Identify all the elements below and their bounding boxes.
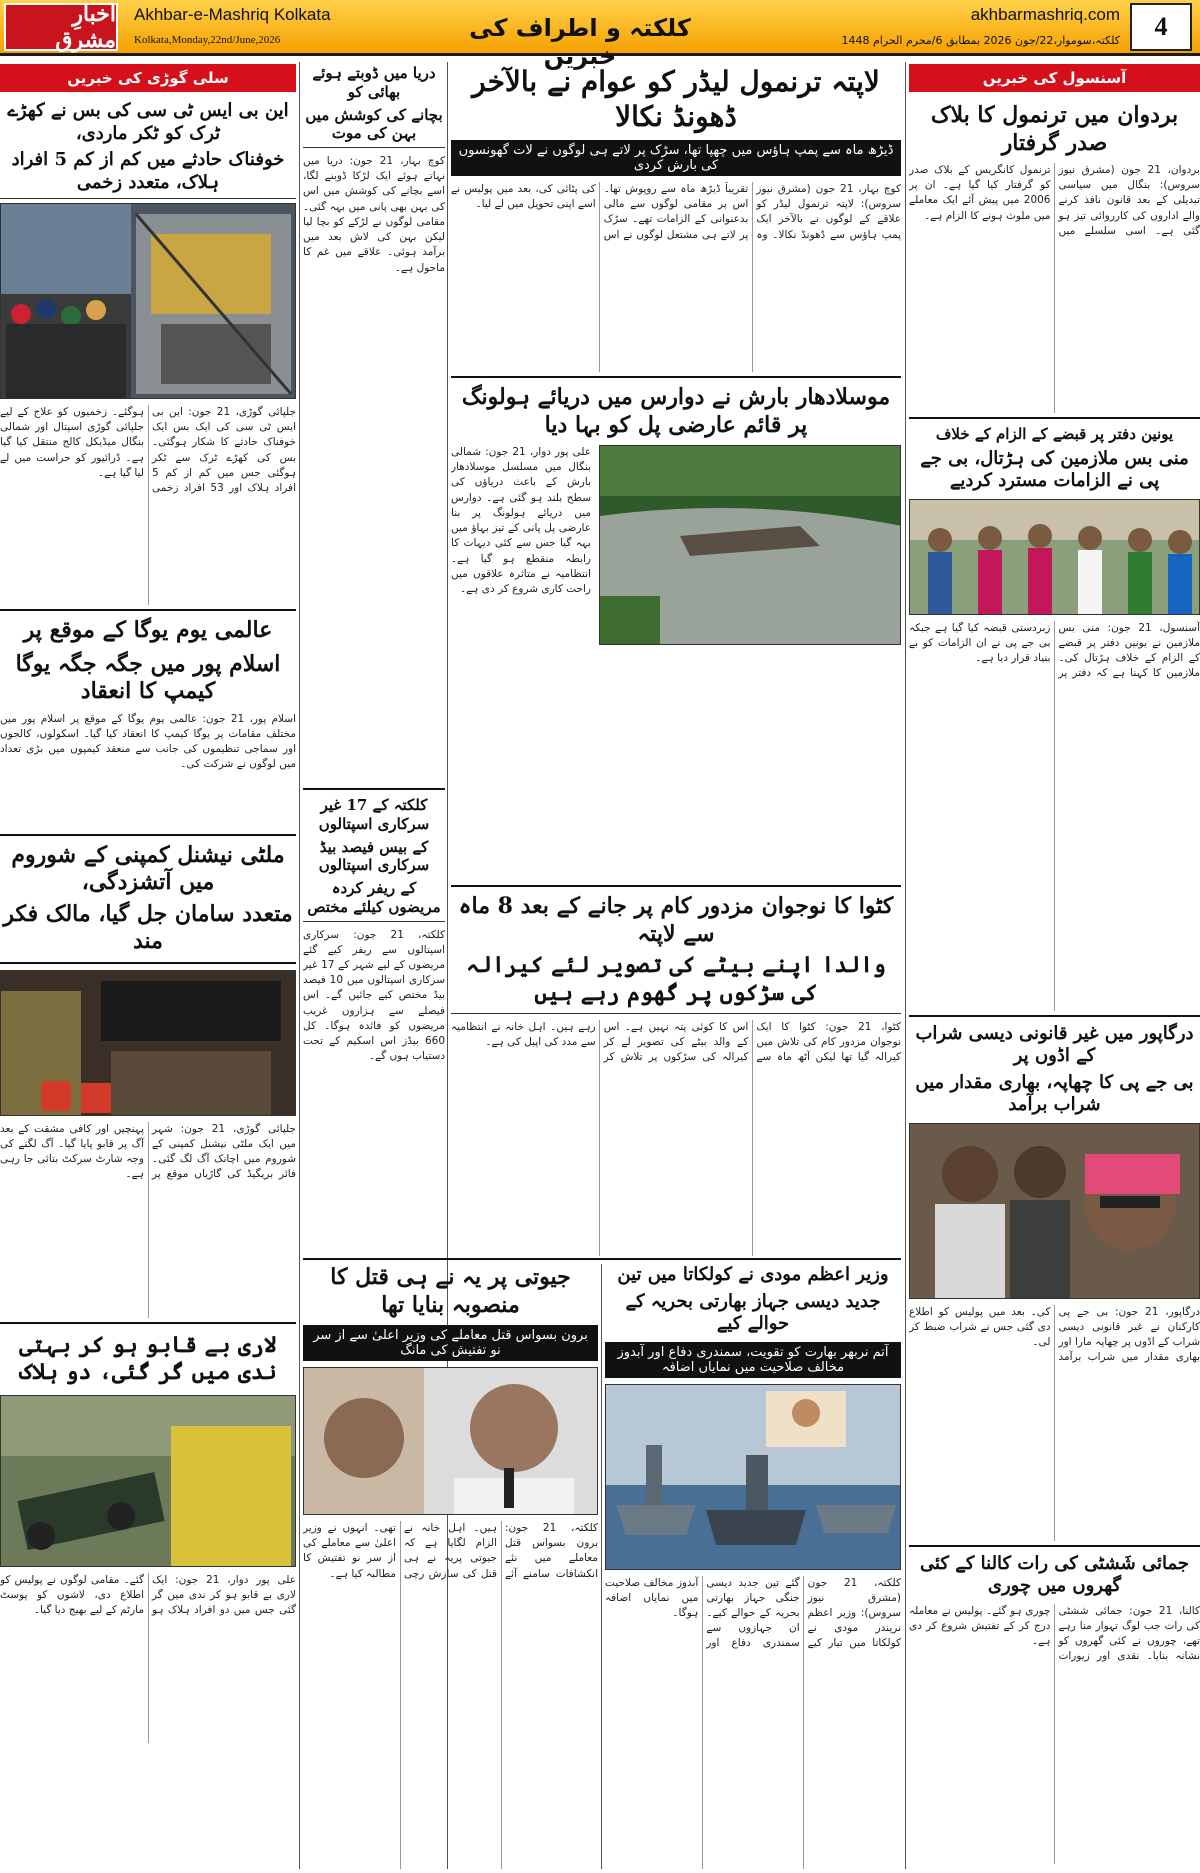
article-body-continued bbox=[451, 651, 901, 881]
headline: وزیر اعظم مودی نے کولکاتا میں تین bbox=[617, 1264, 889, 1285]
page-number: 4 bbox=[1130, 3, 1192, 51]
article-missing-tmc-leader bbox=[451, 64, 901, 372]
headline: جدید دیسی جہاز بھارتی بحریہ کے حوالے کیے bbox=[625, 1290, 881, 1334]
article-showroom-fire bbox=[0, 842, 296, 1318]
center-column bbox=[451, 64, 901, 1256]
politicians-photo bbox=[303, 1367, 598, 1515]
article-body: کلکتہ، 21 جون: سرکاری اسپتالوں سے ریفر کیے گئے مریضوں کے لیے شہر کے 17 غیر سرکاری اسپتالوں میں 10 فیصد بیڈ مختص کیے جائیں گے۔ اس فیصلے سے ہزاروں غریب مریضوں کو فائدہ ہوگا۔ کل 660 بیڈز اس اسکیم کے تحت دستیاب ہوں گے۔ bbox=[303, 928, 445, 1063]
article-body: درگاپور، 21 جون: بی جے پی کارکنان نے غیر قانونی دیسی شراب کے اڈوں پر چھاپہ مارا اور بھاری مقدار میں شراب برآمد کی۔ بعد میں پولیس کو اطلاع دی گئی جس نے شراب ضبط کر لی۔ bbox=[909, 1305, 1200, 1364]
sub-headline: کے ریفر کردہ مریضوں کیلئے مختص bbox=[303, 879, 445, 922]
left-column bbox=[0, 64, 296, 1869]
article-body: بردوان، 21 جون (مشرق نیوز سروس): بنگال میں سیاسی تبدیلی کے بعد قانون نافذ کرنے والے اداروں کی کارروائی تیز ہو گئی ہے۔ اسی سلسلے میں ترنمول کانگریس کے بلاک صدر کو گرفتار کیا گیا ہے۔ ان پر 2006 میں پیش آئے ایک معاملے میں ملوث ہونے کا الزام ہے۔ bbox=[909, 164, 1200, 237]
liquor-raid-photo bbox=[909, 1123, 1200, 1299]
newspaper-name: Akhbar-e-Mashriq Kolkata bbox=[134, 5, 331, 24]
headline: یونین دفتر پر قبضے کے الزام کے خلاف bbox=[935, 425, 1174, 443]
flood-river-photo bbox=[599, 445, 901, 645]
article-body: اسلام پور، 21 جون: عالمی یوم یوگا کے موقع پر اسلام پور میں مختلف مقامات پر یوگا کیمپ کا انعقاد کیا گیا۔ اسکولوں، کالجوں اور سماجی تنظیموں کی جانب سے منعقد کیمپوں میں بڑی تعداد میں لوگوں نے شرکت کی۔ bbox=[0, 712, 296, 771]
urdu-date: کلکتہ،سوموار،22/جون 2026 بمطابق 6/محرم الحرام 1448 bbox=[841, 34, 1120, 47]
kicker: برون بسواس قتل معاملے کی وزیر اعلیٰ سے از سر نو تفتیش کی مانگ bbox=[303, 1325, 598, 1361]
headline: کے بیس فیصد بیڈ سرکاری اسپتالوں bbox=[318, 837, 430, 875]
article-body: کٹوا، 21 جون: کٹوا کا ایک نوجوان مزدور کام کی تلاش میں کیرالہ گیا تھا لیکن آٹھ ماہ سے اس کا کوئی پتہ نہیں ہے۔ اس کے والد بیٹے کی تصویر لے کر کیرالہ کی سڑکوں پر تلاش کر رہے ہیں۔ اہل خانہ نے انتظامیہ سے مدد کی اپیل کی ہے۔ bbox=[451, 1021, 901, 1064]
headline: عالمی یوم یوگا کے موقع پر bbox=[23, 617, 273, 643]
section-bar-asansol: آسنسول کی خبریں bbox=[909, 64, 1200, 92]
minibus-protest-photo bbox=[909, 499, 1200, 615]
article-jyotipriya bbox=[303, 1264, 598, 1869]
masthead bbox=[0, 0, 1200, 70]
headline: اسلام پور میں جگہ جگہ یوگا کیمپ کا انعقاد bbox=[15, 650, 281, 704]
headline: بردوان میں ترنمول کا بلاک صدر گرفتار bbox=[930, 102, 1179, 156]
sub-headline: بی جے پی کا چھاپہ، بھاری مقدار میں شراب برآمد bbox=[915, 1071, 1194, 1116]
article-kalna-theft bbox=[909, 1553, 1200, 1864]
headline: جیوتی پر یہ نے ہی قتل کا منصوبہ بنایا تھا bbox=[330, 1264, 571, 1318]
kicker: آتم نربھر بھارت کو تقویت، سمندری دفاع اور آبدوز مخالف صلاحیت میں نمایاں اضافہ bbox=[605, 1342, 901, 1378]
article-missing-worker bbox=[451, 893, 901, 1256]
lorry-river-photo bbox=[0, 1395, 296, 1567]
article-river-drowning bbox=[303, 64, 445, 784]
headline: این بی ایس ٹی سی کی بس نے کھڑے ٹرک کو ٹکر ماردی، bbox=[7, 100, 289, 144]
lead-headline: لاپتہ ترنمول لیڈر کو عوام نے بالآخر ڈھونڈ نکالا bbox=[472, 65, 880, 133]
newspaper-logo: اخبارِ مشرق bbox=[4, 3, 118, 51]
column-divider bbox=[905, 62, 906, 1869]
headline: کلکتہ کے 17 غیر سرکاری اسپتالوں bbox=[318, 796, 430, 833]
headline: درگاپور میں غیر قانونی دیسی شراب کے اڈوں پر bbox=[915, 1022, 1194, 1067]
article-body: جلپائی گوڑی، 21 جون: این بی ایس ٹی سی کی ایک بس ایک خوفناک حادثے کا شکار ہوگئی۔ بس کی کھڑے ٹرک سے ٹکر ہوگئی جس میں کم از کم 5 افراد ہلاک اور 53 افراد زخمی ہوگئے۔ زخمیوں کو علاج کے لیے جلپائی گوڑی اسپتال اور شمالی بنگال میڈیکل کالج منتقل کیا گیا ہے۔ ڈرائیور کو حراست میں لے لیا گیا ہے۔ bbox=[0, 406, 296, 495]
headline: لاری بے قابو ہو کر بہتی ندی میں گر گئی، دو ہلاک bbox=[19, 1331, 277, 1385]
sub-headline: والدا اپنے بیٹے کی تصویر لئے کیرالہ کی سڑکوں پر گھوم رہے ہیں bbox=[451, 952, 901, 1014]
second-column bbox=[303, 64, 445, 1254]
article-yoga-camp bbox=[0, 617, 296, 830]
navy-ships-photo bbox=[605, 1384, 901, 1570]
article-navy-ships bbox=[605, 1264, 901, 1869]
section-bar-siliguri: سلی گوڑی کی خبریں bbox=[0, 64, 296, 92]
article-durgapur-liquor-raid bbox=[909, 1023, 1200, 1541]
headline: جمائی شَشٹی کی رات کالنا کے کئی گھروں میں چوری bbox=[920, 1552, 1189, 1597]
bus-accident-photo bbox=[0, 203, 296, 399]
page-section-title: کلکتہ و اطراف کی خبریں bbox=[469, 14, 691, 70]
sub-headline: منی بس ملازمین کی ہڑتال، بی جے پی نے الزامات مسترد کردیے bbox=[920, 447, 1189, 492]
article-private-hospital-beds bbox=[303, 796, 445, 1254]
website-url[interactable]: akhbarmashriq.com bbox=[970, 5, 1120, 24]
lead-kicker: ڈیڑھ ماہ سے پمپ ہاؤس میں چھپا تھا، سڑک پر لاتے ہی لوگوں نے لات گھونسوں کی بارش کردی bbox=[451, 140, 901, 176]
headline: دریا میں ڈوبتے ہوئے بھائی کو bbox=[312, 64, 436, 101]
article-body: آسنسول، 21 جون: منی بس ملازمین نے یونین دفتر پر قبضے کے الزام کے خلاف ہڑتال کی۔ ملازمین کا کہنا ہے کہ دفتر پر زبردستی قبضہ کیا گیا ہے جبکہ بی جے پی نے ان الزامات کو بے بنیاد قرار دیا ہے۔ bbox=[909, 621, 1200, 680]
edition-date: Kolkata,Monday,22nd/June,2026 bbox=[134, 34, 281, 46]
article-body: کالنا، 21 جون: جمائی ششٹی کی رات جب لوگ تہوار منا رہے تھے، چوروں نے کئی گھروں کو نشانہ بنایا۔ نقدی اور زیورات چوری ہو گئے۔ پولیس نے معاملہ درج کر کے تفتیش شروع کر دی ہے۔ bbox=[909, 1604, 1200, 1663]
headline: ملٹی نیشنل کمپنی کے شوروم میں آتشزدگی، bbox=[11, 841, 285, 895]
article-lorry-river bbox=[0, 1332, 296, 1743]
article-tmc-block-president-arrest bbox=[909, 102, 1200, 413]
showroom-fire-photo bbox=[0, 970, 296, 1116]
article-body: جلپائی گوڑی، 21 جون: شہر میں ایک ملٹی نیشنل کمپنی کے شوروم میں اچانک آگ لگ گئی۔ فائر بریگیڈ کی گاڑیاں موقع پر پہنچیں اور کافی مشقت کے بعد آگ پر قابو پایا گیا۔ آگ لگنے کی وجہ شارٹ سرکٹ بتائی جا رہی ہے۔ bbox=[0, 1122, 296, 1181]
article-body: کلکتہ، 21 جون: برون بسواس قتل معاملے میں نئے انکشافات سامنے آئے ہیں۔ اہل خانہ نے الزام لگایا ہے کہ جیوتی پریہ نے ہی قتل کی سازش رچی تھی۔ انہوں نے وزیر اعلیٰ سے معاملے کی از سر نو تفتیش کا مطالبہ کیا ہے۔ bbox=[303, 1522, 598, 1580]
article-body: علی پور دوار، 21 جون: شمالی بنگال میں مسلسل موسلادھار بارش کے باعث دریاؤں کی سطح بلند ہو گئی ہے۔ دوارس میں دریائے ہولونگ پر بنا عارضی پل پانی کے تیز بہاؤ میں بہہ گیا جس سے کئی دیہات کا رابطہ منقطع ہو گیا ہے۔ انتظامیہ نے متاثرہ علاقوں میں راحت کاری شروع کر دی ہے۔ bbox=[451, 446, 591, 595]
article-body: کلکتہ، 21 جون (مشرق نیوز سروس): وزیر اعظم نریندر مودی نے کولکاتا میں تیار کیے گئے تین جدید دیسی جنگی جہاز بھارتی بحریہ کے حوالے کیے۔ ان جہازوں سے سمندری دفاع اور آبدوز مخالف صلاحیت میں نمایاں اضافہ ہوگا۔ bbox=[605, 1576, 901, 1650]
article-minibus-strike bbox=[909, 425, 1200, 1011]
article-bus-accident bbox=[0, 100, 296, 605]
article-body: کوچ بہار، 21 جون: دریا میں نہاتے ہوئے ایک لڑکا ڈوبنے لگا، اسے بچانے کی کوشش میں اس کی بہن بھی پانی میں بہہ گئی۔ مقامی لوگوں نے لڑکے کو بچا لیا لیکن بہن کی لاش بعد میں برآمد ہوئی۔ علاقے میں غم کا ماحول ہے۔ bbox=[303, 155, 445, 274]
headline: موسلادھار بارش نے دوارس میں دریائے ہولونگ پر قائم عارضی پل کو بہا دیا bbox=[461, 384, 891, 438]
right-column bbox=[909, 64, 1200, 1869]
column-divider bbox=[299, 62, 300, 1869]
sub-headline: متعدد سامان جل گیا، مالک فکر مند bbox=[0, 901, 296, 964]
article-flood-bridge bbox=[451, 384, 901, 881]
sub-headline: بچانے کی کوشش میں بہن کی موت bbox=[303, 106, 445, 149]
article-body: علی پور دوار، 21 جون: ایک لاری بے قابو ہو کر ندی میں گر گئی جس میں دو افراد ہلاک ہو گئے۔ مقامی لوگوں نے پولیس کو اطلاع دی، لاشوں کو پوسٹ مارٹم کے لیے بھیج دیا گیا۔ bbox=[0, 1573, 296, 1616]
headline: کٹوا کا نوجوان مزدور کام پر جانے کے بعد 8 ماہ سے لاپتہ bbox=[458, 893, 894, 947]
sub-headline: خوفناک حادثے میں کم از کم 5 افراد ہلاک، متعدد زخمی bbox=[0, 149, 296, 199]
article-body: کوچ بہار، 21 جون (مشرق نیوز سروس): لاپتہ ترنمول لیڈر کو علاقے کے لوگوں نے بالآخر ایک پمپ ہاؤس سے ڈھونڈ نکالا۔ وہ تقریباً ڈیڑھ ماہ سے روپوش تھا۔ اس پر مقامی لوگوں سے مالی بدعنوانی کے الزامات تھے۔ سڑک پر لاتے ہی مشتعل لوگوں نے اس کی پٹائی کی، بعد میں پولیس نے اسے اپنی تحویل میں لے لیا۔ bbox=[451, 183, 901, 241]
